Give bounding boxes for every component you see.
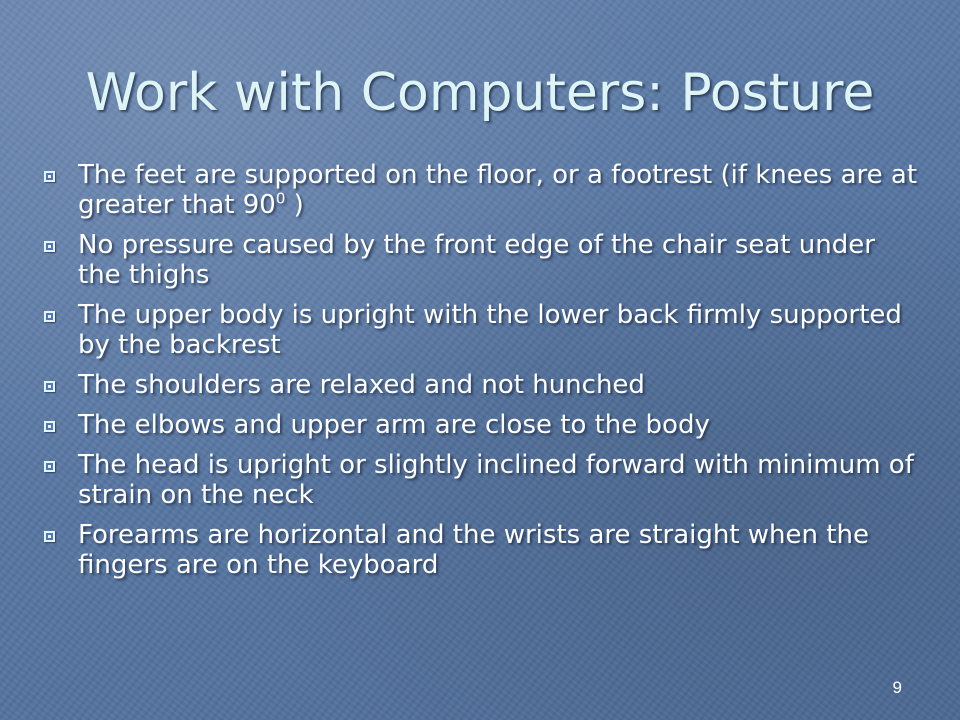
slide-title: Work with Computers: Posture xyxy=(85,63,875,123)
square-bullet-icon xyxy=(44,421,55,432)
bullet-text: No pressure caused by the front edge of the chair seat under the thighs xyxy=(78,230,875,290)
square-bullet-icon xyxy=(44,531,55,542)
bullet-item xyxy=(40,160,920,220)
square-bullet-icon xyxy=(44,311,55,322)
bullet-item xyxy=(40,300,920,360)
bullet-list xyxy=(40,160,920,590)
bullet-item xyxy=(40,370,920,400)
square-bullet-icon xyxy=(44,171,55,182)
bullet-item xyxy=(40,410,920,440)
square-bullet-icon xyxy=(44,461,55,472)
bullet-text-suffix: ) xyxy=(285,190,304,220)
bullet-text: The elbows and upper arm are close to the body xyxy=(78,410,710,440)
bullet-text: The head is upright or slightly inclined forward with minimum of strain on the neck xyxy=(78,450,914,510)
square-bullet-icon xyxy=(44,241,55,252)
square-bullet-icon xyxy=(44,381,55,392)
bullet-text: Forearms are horizontal and the wrists are straight when the fingers are on the keyboard xyxy=(78,520,869,580)
bullet-item xyxy=(40,230,920,290)
bullet-item xyxy=(40,450,920,510)
bullet-text: The shoulders are relaxed and not hunched xyxy=(78,370,645,400)
bullet-text: The upper body is upright with the lower back firmly supported by the backrest xyxy=(78,300,902,360)
bullet-text: The feet are supported on the floor, or a footrest (if knees are at greater that 90 xyxy=(78,160,918,220)
degree-superscript: 0 xyxy=(275,189,286,208)
page-number: 9 xyxy=(892,678,902,697)
bullet-item xyxy=(40,520,920,580)
